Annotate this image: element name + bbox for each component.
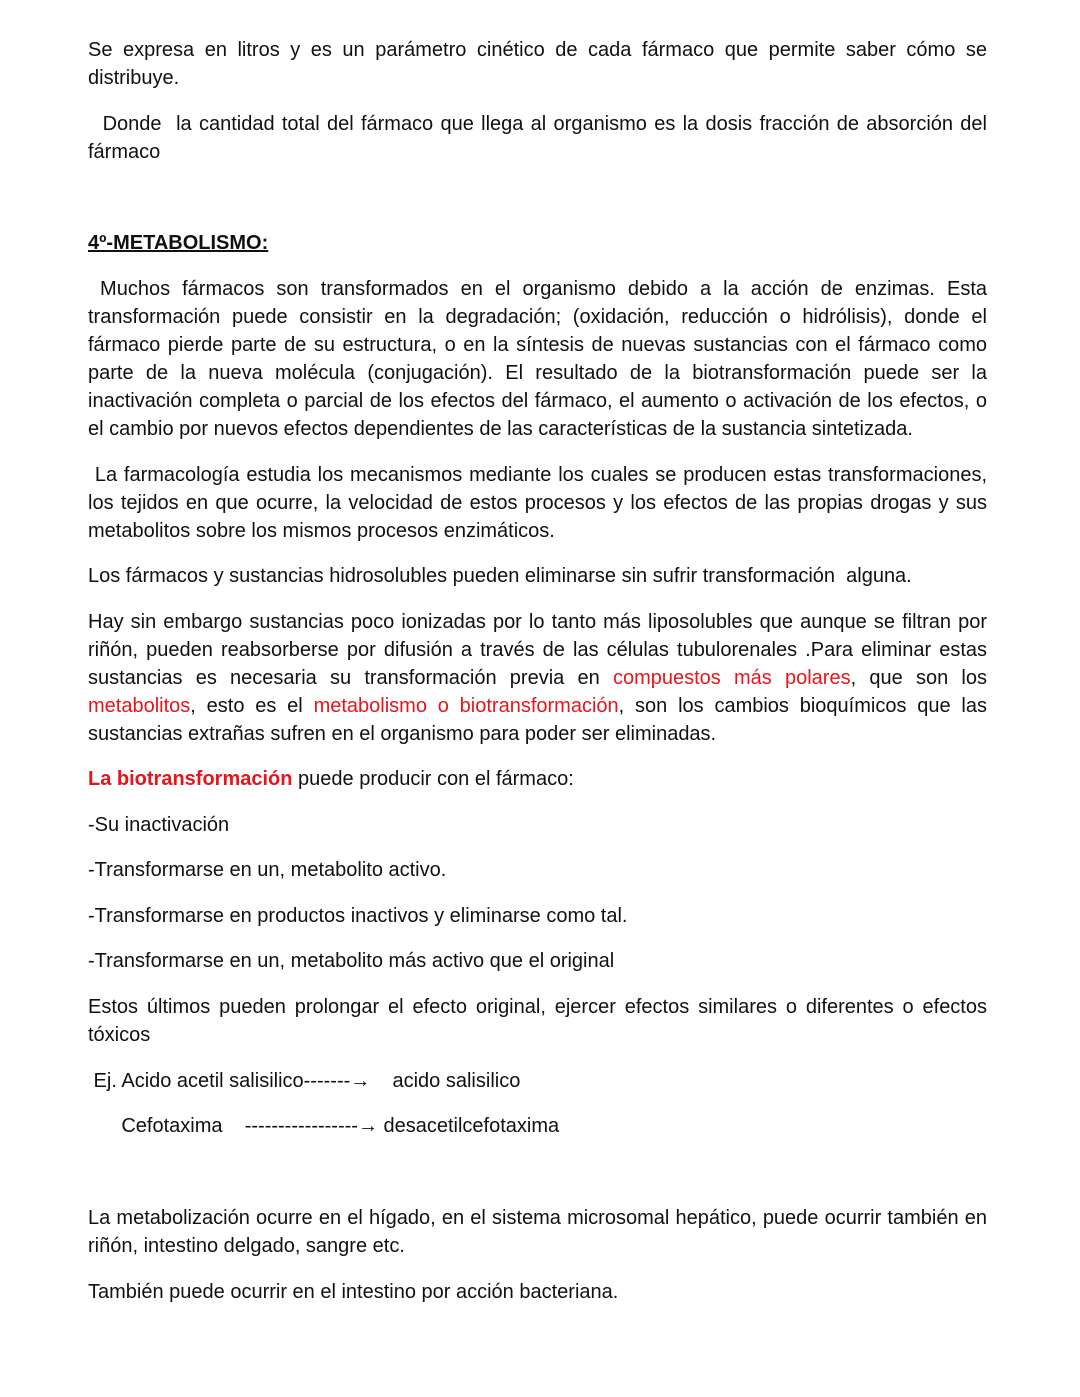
list-item: -Transformarse en un, metabolito activo. [88, 859, 447, 881]
paragraph-intestine: También puede ocurrir en el intestino por acción bacteriana. [88, 1281, 619, 1303]
paragraph-effects: Estos últimos pueden prolongar el efecto original, ejercer efectos similares o diferentes o efectos tóxicos [88, 996, 987, 1046]
highlight-text: La biotransformación [88, 768, 293, 790]
paragraph-liver: La metabolización ocurre en el hígado, en el sistema microsomal hepático, puede ocurrir también en riñón, intestino delgado, sangre etc. [88, 1207, 987, 1257]
highlight-text: metabolismo o biotransformación [313, 695, 619, 717]
example-cefotaxime: Cefotaxima -----------------→ desacetilcefotaxima [88, 1115, 560, 1137]
paragraph-metabolism-intro: Muchos fármacos son transformados en el organismo debido a la acción de enzimas. Esta transformación puede consistir en la degradación; (oxidación, reducción o hidrólisis), donde el fármaco pierde parte de su estructura, o en la síntesis de nuevas sustancias con el fármaco como parte de la nueva molécula (conjugación). El resultado de la biotransformación puede ser la inactivación completa o parcial de los efectos del fármaco, el aumento o activación de los efectos, o el cambio por nuevos efectos dependientes de las características de la sustancia sintetizada. [88, 278, 993, 440]
paragraph-liposoluble [88, 608, 987, 748]
paragraph-pharmacology: La farmacología estudia los mecanismos mediante los cuales se producen estas transformaciones, los tejidos en que ocurre, la velocidad de estos procesos y los efectos de las propias drogas y sus metabolitos sobre los mismos procesos enzimáticos. [88, 464, 993, 542]
highlight-text: compuestos más polares [612, 667, 851, 689]
list-item: -Transformarse en un, metabolito más activo que el original [88, 950, 615, 972]
text: puede producir con el fármaco: [292, 768, 574, 790]
list-item: -Transformarse en productos inactivos y eliminarse como tal. [88, 905, 628, 927]
paragraph-volume: Se expresa en litros y es un parámetro cinético de cada fármaco que permite saber cómo se distribuye. [88, 39, 987, 89]
list-item: -Su inactivación [88, 814, 230, 836]
text: , que son los [850, 667, 987, 689]
example-aspirin: Ej. Acido acetil salisilico-------→ acido salisilico [88, 1070, 521, 1092]
text: , son los cambios bioquímicos que las sustancias extrañas sufren en el organismo para poder ser eliminadas. [88, 695, 987, 745]
paragraph-hydrosoluble: Los fármacos y sustancias hidrosolubles pueden eliminarse sin sufrir transformación alguna. [88, 565, 912, 587]
text: Hay sin embargo sustancias poco ionizadas por lo tanto más liposolubles que aunque se filtran por riñón, pueden reabsorberse por difusión a través de las células tubulorenales .Para eliminar estas sustancias es necesaria su transformación previa en [88, 611, 987, 689]
section-heading: 4º-METABOLISMO: [88, 232, 269, 254]
text: , esto es el [190, 695, 314, 717]
paragraph-dose: Donde la cantidad total del fármaco que llega al organismo es la dosis fracción de absorción del fármaco [88, 113, 993, 163]
paragraph-biotransformation [88, 765, 987, 793]
highlight-text: metabolitos [88, 695, 191, 717]
